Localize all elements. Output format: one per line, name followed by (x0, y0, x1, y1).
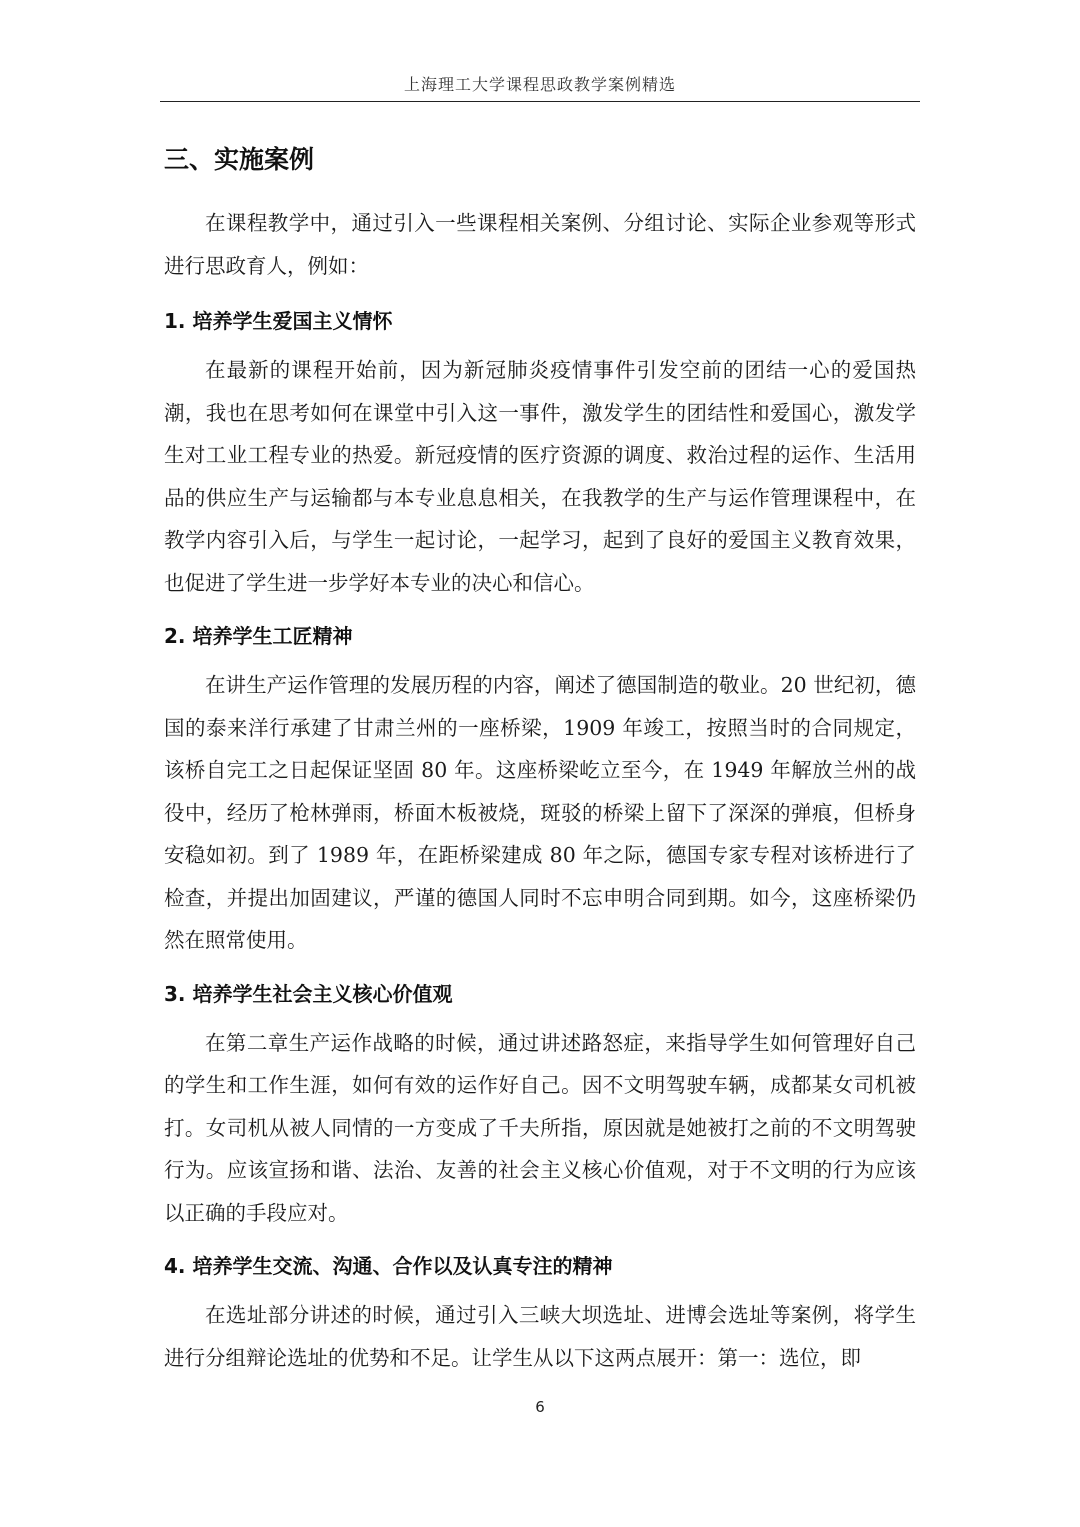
case-number: 4. (164, 1254, 186, 1278)
case-paragraph: 在讲生产运作管理的发展历程的内容，阐述了德国制造的敬业。20 世纪初，德国的泰来洋行承建了甘肃兰州的一座桥梁，1909 年竣工，按照当时的合同规定，该桥自完工之日起保证坚固 80 年。这座桥梁屹立至今，在 1949 年解放兰州的战役中，经历了枪林弹雨，桥面木板被烧，斑驳的桥梁上留下了深深的弹痕，但桥身安稳如初。到了 1989 年，在距桥梁建成 80 年之际，德国专家专程对该桥进行了检查，并提出加固建议，严谨的德国人同时不忘申明合同到期。如今，这座桥梁仍然在照常使用。 (164, 673, 916, 952)
case-item-4 (164, 1248, 916, 1379)
case-heading (164, 1248, 916, 1284)
case-number: 3. (164, 981, 186, 1006)
page-content (164, 140, 916, 1393)
case-heading (164, 303, 916, 339)
case-heading (164, 976, 916, 1012)
case-heading-text: 培养学生交流、沟通、合作以及认真专注的精神 (192, 1254, 613, 1278)
case-heading-text: 培养学生社会主义核心价值观 (192, 981, 453, 1006)
case-paragraph: 在选址部分讲述的时候，通过引入三峡大坝选址、进博会选址等案例，将学生进行分组辩论选址的优势和不足。让学生从以下这两点展开：第一：选位，即 (164, 1303, 916, 1370)
page-number: 6 (535, 1398, 545, 1416)
case-number: 2. (164, 624, 186, 648)
case-heading (164, 618, 916, 654)
section-title: 三、实施案例 (164, 145, 315, 174)
case-paragraph: 在最新的课程开始前，因为新冠肺炎疫情事件引发空前的团结一心的爱国热潮，我也在思考如何在课堂中引入这一事件，激发学生的团结性和爱国心，激发学生对工业工程专业的热爱。新冠疫情的医疗资源的调度、救治过程的运作、生活用品的供应生产与运输都与本专业息息相关，在我教学的生产与运作管理课程中，在教学内容引入后，与学生一起讨论，一起学习，起到了良好的爱国主义教育效果，也促进了学生进一步学好本专业的决心和信心。 (164, 358, 916, 595)
case-item-1 (164, 303, 916, 604)
case-number: 1. (164, 309, 186, 333)
case-item-2 (164, 618, 916, 962)
header-divider (160, 101, 920, 102)
case-heading-text: 培养学生爱国主义情怀 (192, 309, 393, 333)
section-intro: 在课程教学中，通过引入一些课程相关案例、分组讨论、实际企业参观等形式进行思政育人，例如： (164, 211, 916, 278)
running-header: 上海理工大学课程思政教学案例精选 (403, 75, 676, 94)
case-paragraph: 在第二章生产运作战略的时候，通过讲述路怒症，来指导学生如何管理好自己的学生和工作生涯，如何有效的运作好自己。因不文明驾驶车辆，成都某女司机被打。女司机从被人同情的一方变成了千夫所指，原因就是她被打之前的不文明驾驶行为。应该宣扬和谐、法治、友善的社会主义核心价值观，对于不文明的行为应该以正确的手段应对。 (164, 1030, 916, 1225)
case-heading-text: 培养学生工匠精神 (192, 624, 353, 648)
case-item-3 (164, 976, 916, 1235)
